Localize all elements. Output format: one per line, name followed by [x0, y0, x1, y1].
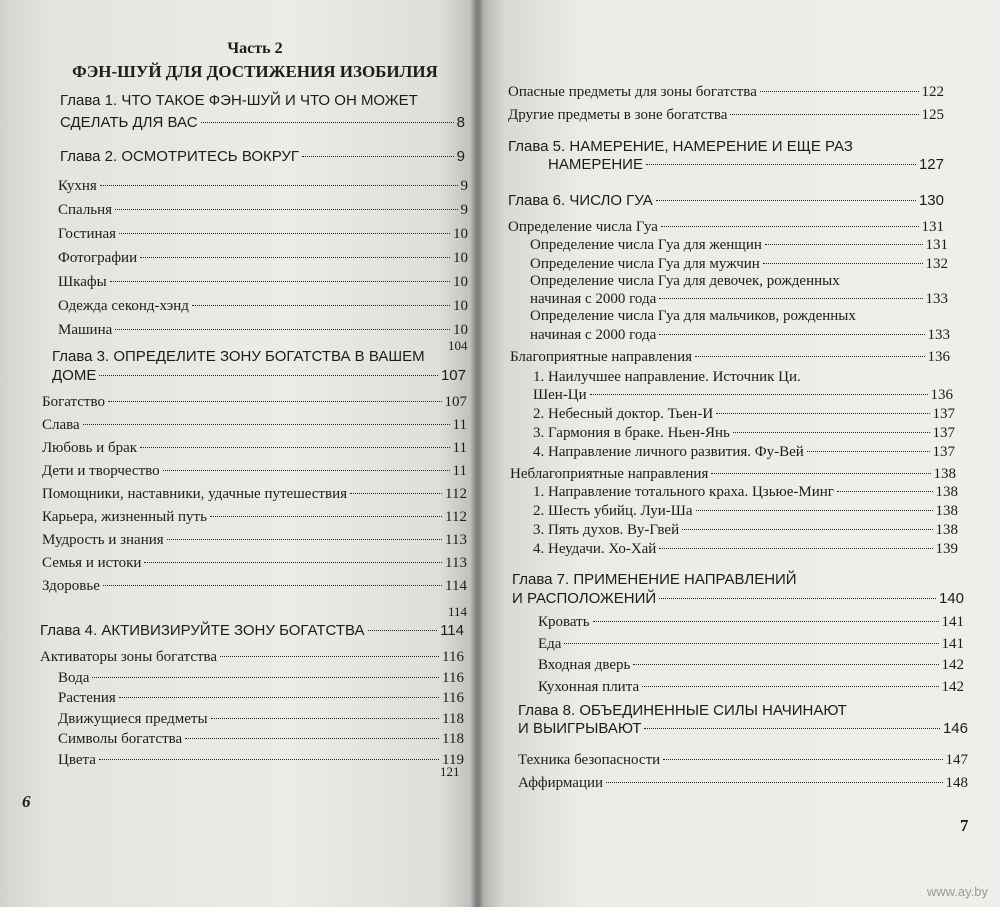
leader-dots [763, 263, 923, 264]
leader-dots [185, 738, 439, 739]
toc-entry [508, 84, 944, 101]
entry-label: Помощники, наставники, удачные путешествия [42, 486, 347, 502]
entry-label: Кухонная плита [538, 678, 640, 695]
chapter-8-title-cont: И ВЫИГРЫВАЮТ [518, 720, 642, 737]
chapter-7-entry [512, 590, 964, 607]
leader-dots [108, 401, 442, 402]
entry-label: Аффирмации [518, 775, 604, 791]
entry-label: Определение числа Гуа для женщин [530, 237, 762, 253]
page-number: 142 [941, 678, 964, 695]
leader-dots [606, 782, 942, 783]
page-number: 9 [460, 178, 468, 194]
entry-label: Слава [42, 417, 80, 433]
leader-dots [593, 621, 939, 622]
favorable-1-title: 1. Наилучшее направление. Источник Ци. [533, 369, 801, 385]
chapter-4-entry [40, 622, 464, 639]
page-number: 11 [452, 463, 467, 479]
entry-label: Вода [58, 669, 90, 686]
leader-dots [115, 209, 457, 210]
toc-entry [58, 690, 464, 707]
entry-label: Кровать [538, 614, 590, 630]
leader-dots [103, 585, 442, 586]
leader-dots [644, 728, 940, 729]
entry-label: Входная дверь [538, 657, 631, 673]
leader-dots [716, 413, 929, 414]
page-number: 138 [935, 484, 958, 500]
leader-dots [99, 759, 439, 760]
entry-label: Символы богатства [58, 731, 183, 747]
chapter-6-entry [508, 192, 944, 209]
entry-label: 4. Неудачи. Хо-Хай [533, 541, 657, 557]
page-number: 125 [921, 107, 944, 123]
page-folio-left: 6 [22, 792, 31, 811]
toc-entry [42, 394, 467, 411]
page-number: 131 [925, 237, 948, 253]
leader-dots [642, 686, 938, 687]
chapter-8-title: Глава 8. ОБЪЕДИНЕННЫЕ СИЛЫ НАЧИНАЮТ [518, 702, 847, 719]
book-gutter [470, 0, 484, 907]
page-number: 119 [442, 751, 464, 768]
entry-label: Определение числа Гуа [508, 219, 658, 235]
leader-dots [564, 643, 938, 644]
chapter-1-entry [60, 114, 465, 131]
entry-label: Одежда секонд-хэнд [58, 298, 189, 314]
chapter-8-entry [518, 720, 968, 737]
page-number: 136 [930, 387, 953, 403]
chapter-1-title: Глава 1. ЧТО ТАКОЕ ФЭН-ШУЙ И ЧТО ОН МОЖЕТ [60, 92, 418, 109]
leader-dots [696, 510, 933, 511]
leader-dots [837, 491, 933, 492]
page-number: 118 [442, 731, 464, 747]
leader-dots [656, 200, 916, 201]
toc-entry [530, 256, 948, 273]
chapter-1-title-cont: СДЕЛАТЬ ДЛЯ ВАС [60, 114, 198, 131]
page-number: 10 [453, 274, 468, 290]
leader-dots [92, 677, 439, 678]
page-number: 146 [942, 720, 968, 737]
unfavorable-entry [510, 466, 956, 483]
page-number: 107 [440, 367, 466, 384]
entry-label: Мудрость и знания [42, 532, 164, 548]
chapter-6-title: Глава 6. ЧИСЛО ГУА [508, 192, 653, 209]
leader-dots [682, 529, 932, 530]
chapter-5-entry [548, 156, 944, 173]
chapter-5-title-cont: НАМЕРЕНИЕ [548, 156, 643, 173]
chapter-7-title: Глава 7. ПРИМЕНЕНИЕ НАПРАВЛЕНИЙ [512, 571, 797, 588]
entry-label: 1. Направление тотального краха. Цзьюе-Минг [533, 484, 834, 500]
entry-label: Движущиеся предметы [58, 710, 208, 727]
page-number: 114 [440, 622, 464, 639]
leader-dots [659, 298, 922, 299]
favorable-1-entry [533, 387, 953, 404]
page-number: 141 [941, 635, 964, 652]
chapter-3-title-cont: ДОМЕ [52, 367, 97, 384]
entry-label: 3. Пять духов. Ву-Гвей [533, 522, 680, 538]
page-number: 10 [453, 322, 468, 338]
gua-boys-title: Определение числа Гуа для мальчиков, рожденных [530, 308, 856, 324]
page-number: 137 [932, 425, 955, 441]
entry-label: 2. Небесный доктор. Тьен-И [533, 406, 714, 422]
leader-dots [633, 664, 938, 665]
page-number: 118 [442, 710, 464, 727]
toc-entry [538, 657, 964, 674]
chapter-4-title: Глава 4. АКТИВИЗИРУЙТЕ ЗОНУ БОГАТСТВА [40, 622, 365, 639]
entry-label: Кухня [58, 178, 97, 194]
leader-dots [302, 156, 454, 157]
page-number: 137 [932, 406, 955, 422]
entry-label: Техника безопасности [518, 752, 661, 768]
toc-entry [533, 541, 958, 558]
entry-label: Активаторы зоны богатства [40, 649, 218, 665]
entry-label: Неблагоприятные направления [510, 466, 709, 482]
entry-label: Машина [58, 322, 113, 338]
favorable-entry [510, 349, 950, 366]
leader-dots [167, 539, 442, 540]
entry-label: Опасные предметы для зоны богатства [508, 84, 757, 100]
chapter-5-title: Глава 5. НАМЕРЕНИЕ, НАМЕРЕНИЕ И ЕЩЕ РАЗ [508, 138, 853, 155]
leader-dots [140, 257, 450, 258]
chapter-7-title-cont: И РАСПОЛОЖЕНИЙ [512, 590, 657, 607]
entry-label: Определение числа Гуа для мужчин [530, 256, 760, 272]
entry-label: Другие предметы в зоне богатства [508, 107, 728, 123]
toc-entry [58, 298, 468, 315]
entry-label: Любовь и брак [42, 440, 138, 456]
leader-dots [211, 718, 440, 719]
page-number: 139 [935, 541, 958, 557]
leader-dots [659, 334, 924, 335]
toc-entry [42, 463, 467, 480]
leader-dots [765, 244, 923, 245]
page-number: 8 [456, 114, 465, 131]
page-number: 112 [445, 509, 467, 525]
toc-entry [58, 752, 464, 769]
leader-dots [201, 122, 454, 123]
chapter-3-title: Глава 3. ОПРЕДЕЛИТЕ ЗОНУ БОГАТСТВА В ВАШЕМ [52, 348, 425, 365]
entry-label: Карьера, жизненный путь [42, 509, 207, 525]
page-number: 140 [938, 590, 964, 607]
page-number: 9 [460, 202, 468, 218]
part-title: ФЭН-ШУЙ ДЛЯ ДОСТИЖЕНИЯ ИЗОБИЛИЯ [72, 62, 438, 81]
leader-dots [661, 226, 919, 227]
entry-label: Спальня [58, 202, 113, 218]
leader-dots [659, 598, 936, 599]
toc-entry [58, 178, 468, 195]
page-number: 148 [945, 775, 968, 791]
page-number: 127 [918, 156, 944, 173]
page-number: 122 [921, 84, 944, 100]
leader-dots [192, 305, 450, 306]
chapter-2-entry [60, 148, 465, 165]
page-number: 11 [452, 417, 467, 433]
leader-dots [210, 516, 442, 517]
page-number: 141 [941, 614, 964, 630]
leader-dots [695, 356, 924, 357]
page-number: 116 [442, 690, 464, 706]
page-number: 133 [925, 291, 948, 307]
leader-dots [733, 432, 930, 433]
toc-entry [58, 322, 468, 339]
leader-dots [220, 656, 439, 657]
leader-dots [119, 697, 439, 698]
leader-dots [663, 759, 942, 760]
entry-label: Еда [538, 635, 562, 652]
entry-label: Здоровье [42, 578, 100, 594]
toc-entry [42, 440, 467, 457]
entry-label: Дети и творчество [42, 463, 160, 479]
entry-label: Богатство [42, 394, 105, 410]
part-label: Часть 2 [227, 40, 283, 57]
toc-entry [533, 503, 958, 520]
page-number: 10 [453, 298, 468, 314]
page-number: 130 [918, 192, 944, 209]
leader-dots [115, 329, 450, 330]
entry-label: Гостиная [58, 226, 117, 242]
toc-entry [58, 711, 464, 728]
page-number: 142 [941, 657, 964, 673]
leader-dots [119, 233, 450, 234]
toc-entry [42, 532, 467, 549]
entry-label: 3. Гармония в браке. Ньен-Янь [533, 425, 730, 441]
leader-dots [83, 424, 450, 425]
toc-entry [58, 670, 464, 687]
toc-entry [533, 522, 958, 539]
leader-dots [100, 185, 458, 186]
toc-entry [42, 486, 467, 503]
leader-dots [760, 91, 919, 92]
leader-dots [350, 493, 442, 494]
toc-entry [538, 679, 964, 696]
watermark: www.ay.by [926, 884, 988, 899]
page-number: 138 [935, 522, 958, 538]
page-number: 114 [448, 604, 468, 619]
page-number: 11 [452, 440, 467, 456]
toc-entry [533, 484, 958, 501]
leader-dots [144, 562, 442, 563]
page-number: 107 [444, 394, 467, 410]
toc-entry [42, 555, 467, 572]
page-number: 9 [456, 148, 465, 165]
entry-label: начиная с 2000 года [530, 291, 657, 307]
toc-entry [533, 406, 955, 423]
page-number: 112 [445, 486, 467, 502]
leader-dots [368, 630, 438, 631]
leader-dots [590, 394, 928, 395]
toc-entry [42, 509, 467, 526]
gua-boys-entry [530, 327, 950, 344]
toc-entry [538, 636, 964, 653]
entry-label: Шкафы [58, 274, 107, 290]
entry-label: Цвета [58, 751, 96, 768]
page-number: 137 [932, 444, 955, 460]
toc-entry [58, 250, 468, 267]
toc-entry [518, 775, 968, 792]
entry-label: Благоприятные направления [510, 349, 693, 365]
toc-entry [530, 237, 948, 254]
leader-dots [140, 447, 450, 448]
leader-dots [659, 548, 932, 549]
toc-entry [533, 425, 955, 442]
toc-entry [40, 649, 464, 666]
leader-dots [730, 114, 918, 115]
toc-entry [533, 444, 955, 461]
leader-dots [110, 281, 450, 282]
chapter-2-title: Глава 2. ОСМОТРИТЕСЬ ВОКРУГ [60, 148, 300, 165]
toc-entry [58, 202, 468, 219]
page-number: 131 [921, 219, 944, 235]
toc-entry [58, 226, 468, 243]
toc-entry [508, 107, 944, 124]
toc-entry [58, 731, 464, 748]
page-folio-right: 7 [960, 816, 969, 835]
toc-entry [42, 578, 467, 595]
toc-entry [538, 614, 964, 631]
leader-dots [711, 473, 930, 474]
page-number: 10 [453, 250, 468, 266]
toc-entry [518, 752, 968, 769]
chapter-3-entry [52, 367, 466, 384]
page-number: 116 [442, 649, 464, 665]
entry-label: Семья и истоки [42, 555, 142, 571]
page-number: 113 [445, 555, 467, 571]
entry-label: Шен-Ци [533, 387, 587, 403]
page-number: 136 [927, 349, 950, 365]
page-number: 104 [448, 338, 468, 353]
page-number: 138 [935, 503, 958, 519]
page-number: 113 [445, 532, 467, 548]
leader-dots [99, 375, 438, 376]
gua-entry [508, 219, 944, 236]
leader-dots [163, 470, 450, 471]
leader-dots [646, 164, 916, 165]
entry-label: Растения [58, 690, 116, 706]
gua-girls-entry [530, 291, 948, 308]
page-number: 121 [440, 764, 460, 779]
entry-label: Фотографии [58, 250, 138, 266]
page-number: 132 [925, 256, 948, 272]
page-number: 10 [453, 226, 468, 242]
page-number: 138 [933, 466, 956, 482]
page-number: 147 [945, 752, 968, 768]
toc-entry [42, 417, 467, 434]
entry-label: начиная с 2000 года [530, 327, 657, 343]
right-page [478, 0, 1000, 907]
toc-entry [58, 274, 468, 291]
left-page [0, 0, 478, 907]
entry-label: 2. Шесть убийц. Луи-Ша [533, 503, 693, 519]
page-number: 133 [927, 327, 950, 343]
entry-label: 4. Направление личного развития. Фу-Вей [533, 444, 804, 460]
page-number: 116 [442, 669, 464, 686]
gua-girls-title: Определение числа Гуа для девочек, рожденных [530, 273, 840, 289]
page-number: 114 [445, 578, 467, 594]
leader-dots [807, 451, 930, 452]
